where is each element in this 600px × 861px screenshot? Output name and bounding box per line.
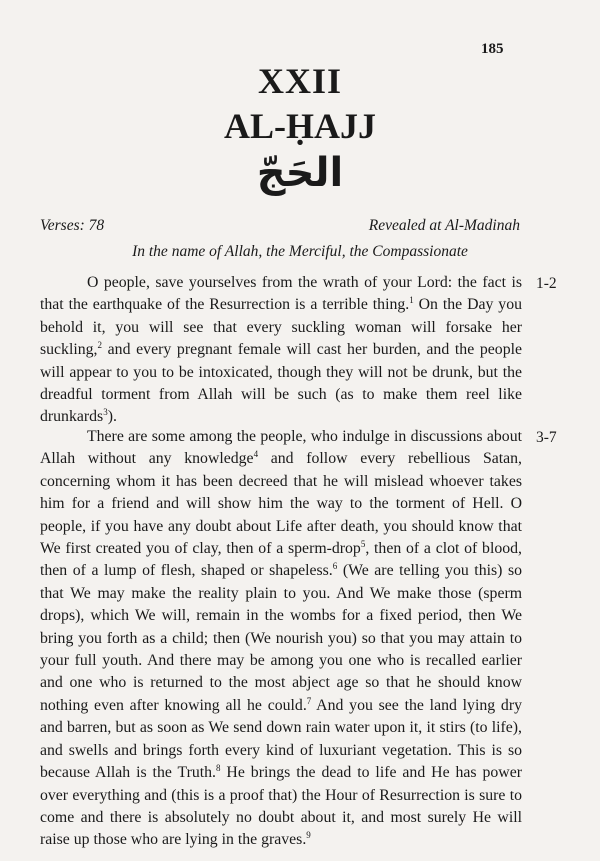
verse-text: and follow every rebellious Satan, concerning whom it has been decreed that he will mislead whoever takes him for a friend and will show him the way to the torment of Hell. O people, if you have any doubt about Life after death, you should know that We first created you of clay, then of a sperm-drop bbox=[40, 450, 522, 558]
verse-text: (We are telling you this) so that We may make the reality plain to you. And We make those (sperm drops), which We will, remain in the wombs for a fixed period, then We bring you forth as a child; then (We nourish you) so that you may attain to your full youth. And there may be among you one who is recalled earlier and one who is returned to the most abject age so that he should know nothing even after knowing all he could. bbox=[40, 562, 522, 714]
footnote-marker[interactable]: 1 bbox=[409, 295, 414, 306]
verse-text: O people, save yourselves from the wrath of your Lord: the fact is that the earthquake of the Resurrection is a terrible thing. bbox=[40, 274, 522, 314]
revelation-place: Revealed at Al-Madinah bbox=[368, 217, 520, 234]
footnote-marker[interactable]: 4 bbox=[253, 449, 259, 460]
verse-reference-2: 3-7 bbox=[536, 429, 557, 446]
verse-text: And you see the land lying dry and barren, but as soon as We send down rain water upon it, it stirs (to life), and swells and brings forth every kind of luxuriant vegetation. This is so because Allah is the Truth. bbox=[40, 696, 522, 782]
page-number: 185 bbox=[481, 41, 504, 57]
footnote-marker[interactable]: 3 bbox=[103, 407, 108, 418]
verse-text: and every pregnant female will cast her burden, and the people will appear to you to be intoxicated, though they will not be drunk, but the dreadful torment from Allah will be such (as to make them reel like drunkards bbox=[40, 341, 522, 426]
footnote-marker[interactable]: 6 bbox=[332, 561, 338, 572]
verse-reference-1: 1-2 bbox=[536, 275, 557, 292]
verse-text: , then of a clot of blood, then of a lump of flesh, shaped or shapeless. bbox=[40, 540, 522, 580]
footnote-marker[interactable]: 7 bbox=[306, 695, 312, 706]
verse-paragraph-2 bbox=[40, 426, 522, 852]
arabic-title: الحَجّ bbox=[256, 150, 344, 196]
verse-paragraph-1 bbox=[40, 272, 522, 429]
verse-text: ). bbox=[107, 408, 117, 426]
footnote-marker[interactable]: 2 bbox=[97, 340, 102, 351]
verse-text: There are some among the people, who indulge in discussions about Allah without any knowledge bbox=[40, 428, 522, 468]
verse-text: He brings the dead to life and He has power over everything and (this is a proof that) the Hour of Resurrection is sure to come and there is absolutely no doubt about it, and most surely He will raise up those who are lying in the graves. bbox=[40, 764, 522, 849]
footnote-marker[interactable]: 9 bbox=[306, 830, 311, 841]
footnote-marker[interactable]: 5 bbox=[360, 539, 366, 550]
verse-count: Verses: 78 bbox=[40, 217, 105, 234]
verse-text: On the Day you behold it, you will see that every suckling woman will forsake her suckling, bbox=[40, 296, 522, 359]
footnote-marker[interactable]: 8 bbox=[216, 763, 221, 774]
surah-number: XXII bbox=[257, 61, 342, 101]
surah-title: AL-ḤAJJ bbox=[224, 106, 376, 146]
basmala: In the name of Allah, the Merciful, the Compassionate bbox=[132, 243, 468, 260]
